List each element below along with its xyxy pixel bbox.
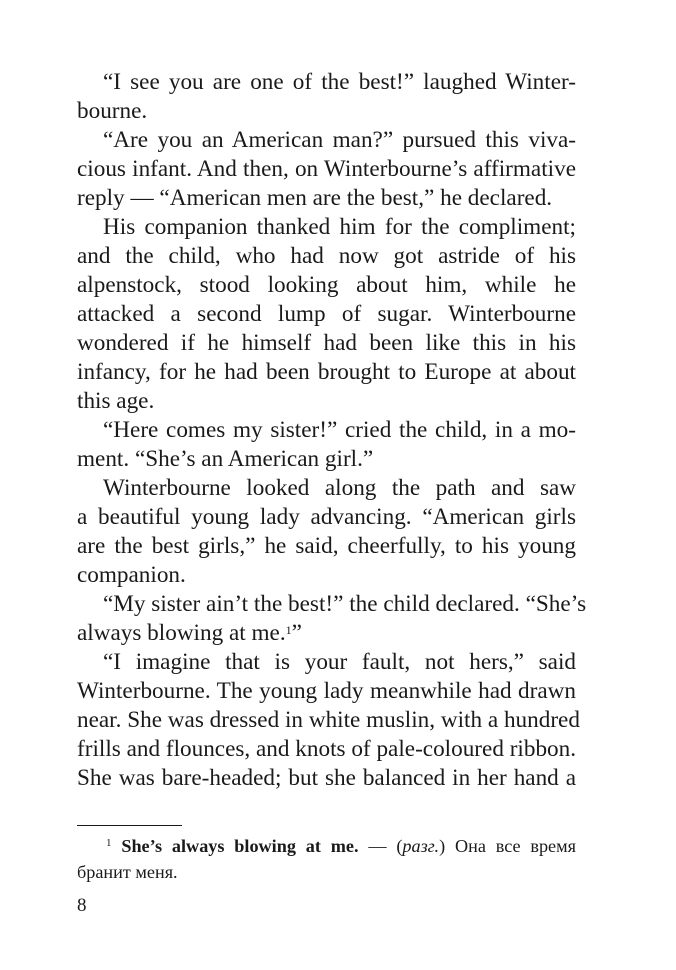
text-line: His companion thanked him for the compliment; bbox=[103, 214, 576, 240]
paragraph bbox=[77, 213, 576, 416]
footnote-term: She’s always blowing at me. bbox=[121, 836, 359, 856]
text-line: “Here comes my sister!” cried the child, in a mo- bbox=[103, 417, 576, 443]
text-line: ment. “She’s an American girl.” bbox=[77, 446, 374, 472]
paragraph bbox=[77, 68, 576, 126]
text-line: this age. bbox=[77, 388, 155, 414]
closing-quote: ” bbox=[291, 620, 302, 646]
footnote-translation: ) Она все время bbox=[439, 836, 577, 856]
text-line: Winterbourne looked along the path and saw bbox=[103, 475, 576, 501]
text-line: and the child, who had now got astride of his bbox=[77, 243, 576, 269]
text-line: “Are you an American man?” pursued this viva- bbox=[103, 127, 576, 153]
text-line: attacked a second lump of sugar. Winterbourne bbox=[77, 301, 576, 327]
paragraph bbox=[77, 590, 587, 648]
body-text bbox=[77, 68, 587, 793]
footnote-marker[interactable]: 1 bbox=[285, 623, 292, 637]
text-line: “I see you are one of the best!” laughed Winter- bbox=[103, 69, 576, 95]
text-line: wondered if he himself had been like this in his bbox=[77, 330, 576, 356]
text-line: a beautiful young lady advancing. “American girls bbox=[77, 504, 576, 530]
text-line: companion. bbox=[77, 562, 186, 588]
text-line: infancy, for he had been brought to Europe at about bbox=[77, 359, 576, 385]
text-line: “My sister ain’t the best!” the child declared. “She’s bbox=[103, 591, 587, 617]
text-line: are the best girls,” he said, cheerfully, to his young bbox=[77, 533, 576, 559]
text-line: alpenstock, stood looking about him, while he bbox=[77, 272, 576, 298]
text-line: Winterbourne. The young lady meanwhile had drawn bbox=[77, 678, 576, 704]
paragraph bbox=[77, 416, 576, 474]
page-number: 8 bbox=[77, 895, 87, 916]
text-line: cious infant. And then, on Winterbourne’s affirmative bbox=[77, 156, 576, 182]
text-line: bourne. bbox=[77, 98, 148, 124]
footnote-dash: — ( bbox=[358, 836, 403, 856]
footnote-line: бранит меня. bbox=[77, 862, 178, 882]
footnote-divider bbox=[77, 825, 182, 826]
footnote-number: 1 bbox=[106, 837, 112, 849]
text-line bbox=[77, 619, 576, 648]
text-line: reply — “American men are the best,” he declared. bbox=[77, 185, 553, 211]
paragraph bbox=[77, 474, 576, 590]
text-line: She was bare-headed; but she balanced in her hand a bbox=[77, 765, 576, 791]
paragraph bbox=[77, 126, 576, 213]
text-line: frills and flounces, and knots of pale-coloured ribbon. bbox=[77, 736, 577, 762]
text-line: near. She was dressed in white muslin, with a hundred bbox=[77, 707, 580, 733]
paragraph bbox=[77, 648, 580, 793]
footnote-line bbox=[77, 833, 576, 859]
footnote bbox=[77, 833, 576, 885]
text-fragment: always blowing at me. bbox=[77, 620, 286, 646]
text-line: “I imagine that is your fault, not hers,” said bbox=[103, 649, 576, 675]
footnote-label: разг. bbox=[402, 836, 440, 856]
